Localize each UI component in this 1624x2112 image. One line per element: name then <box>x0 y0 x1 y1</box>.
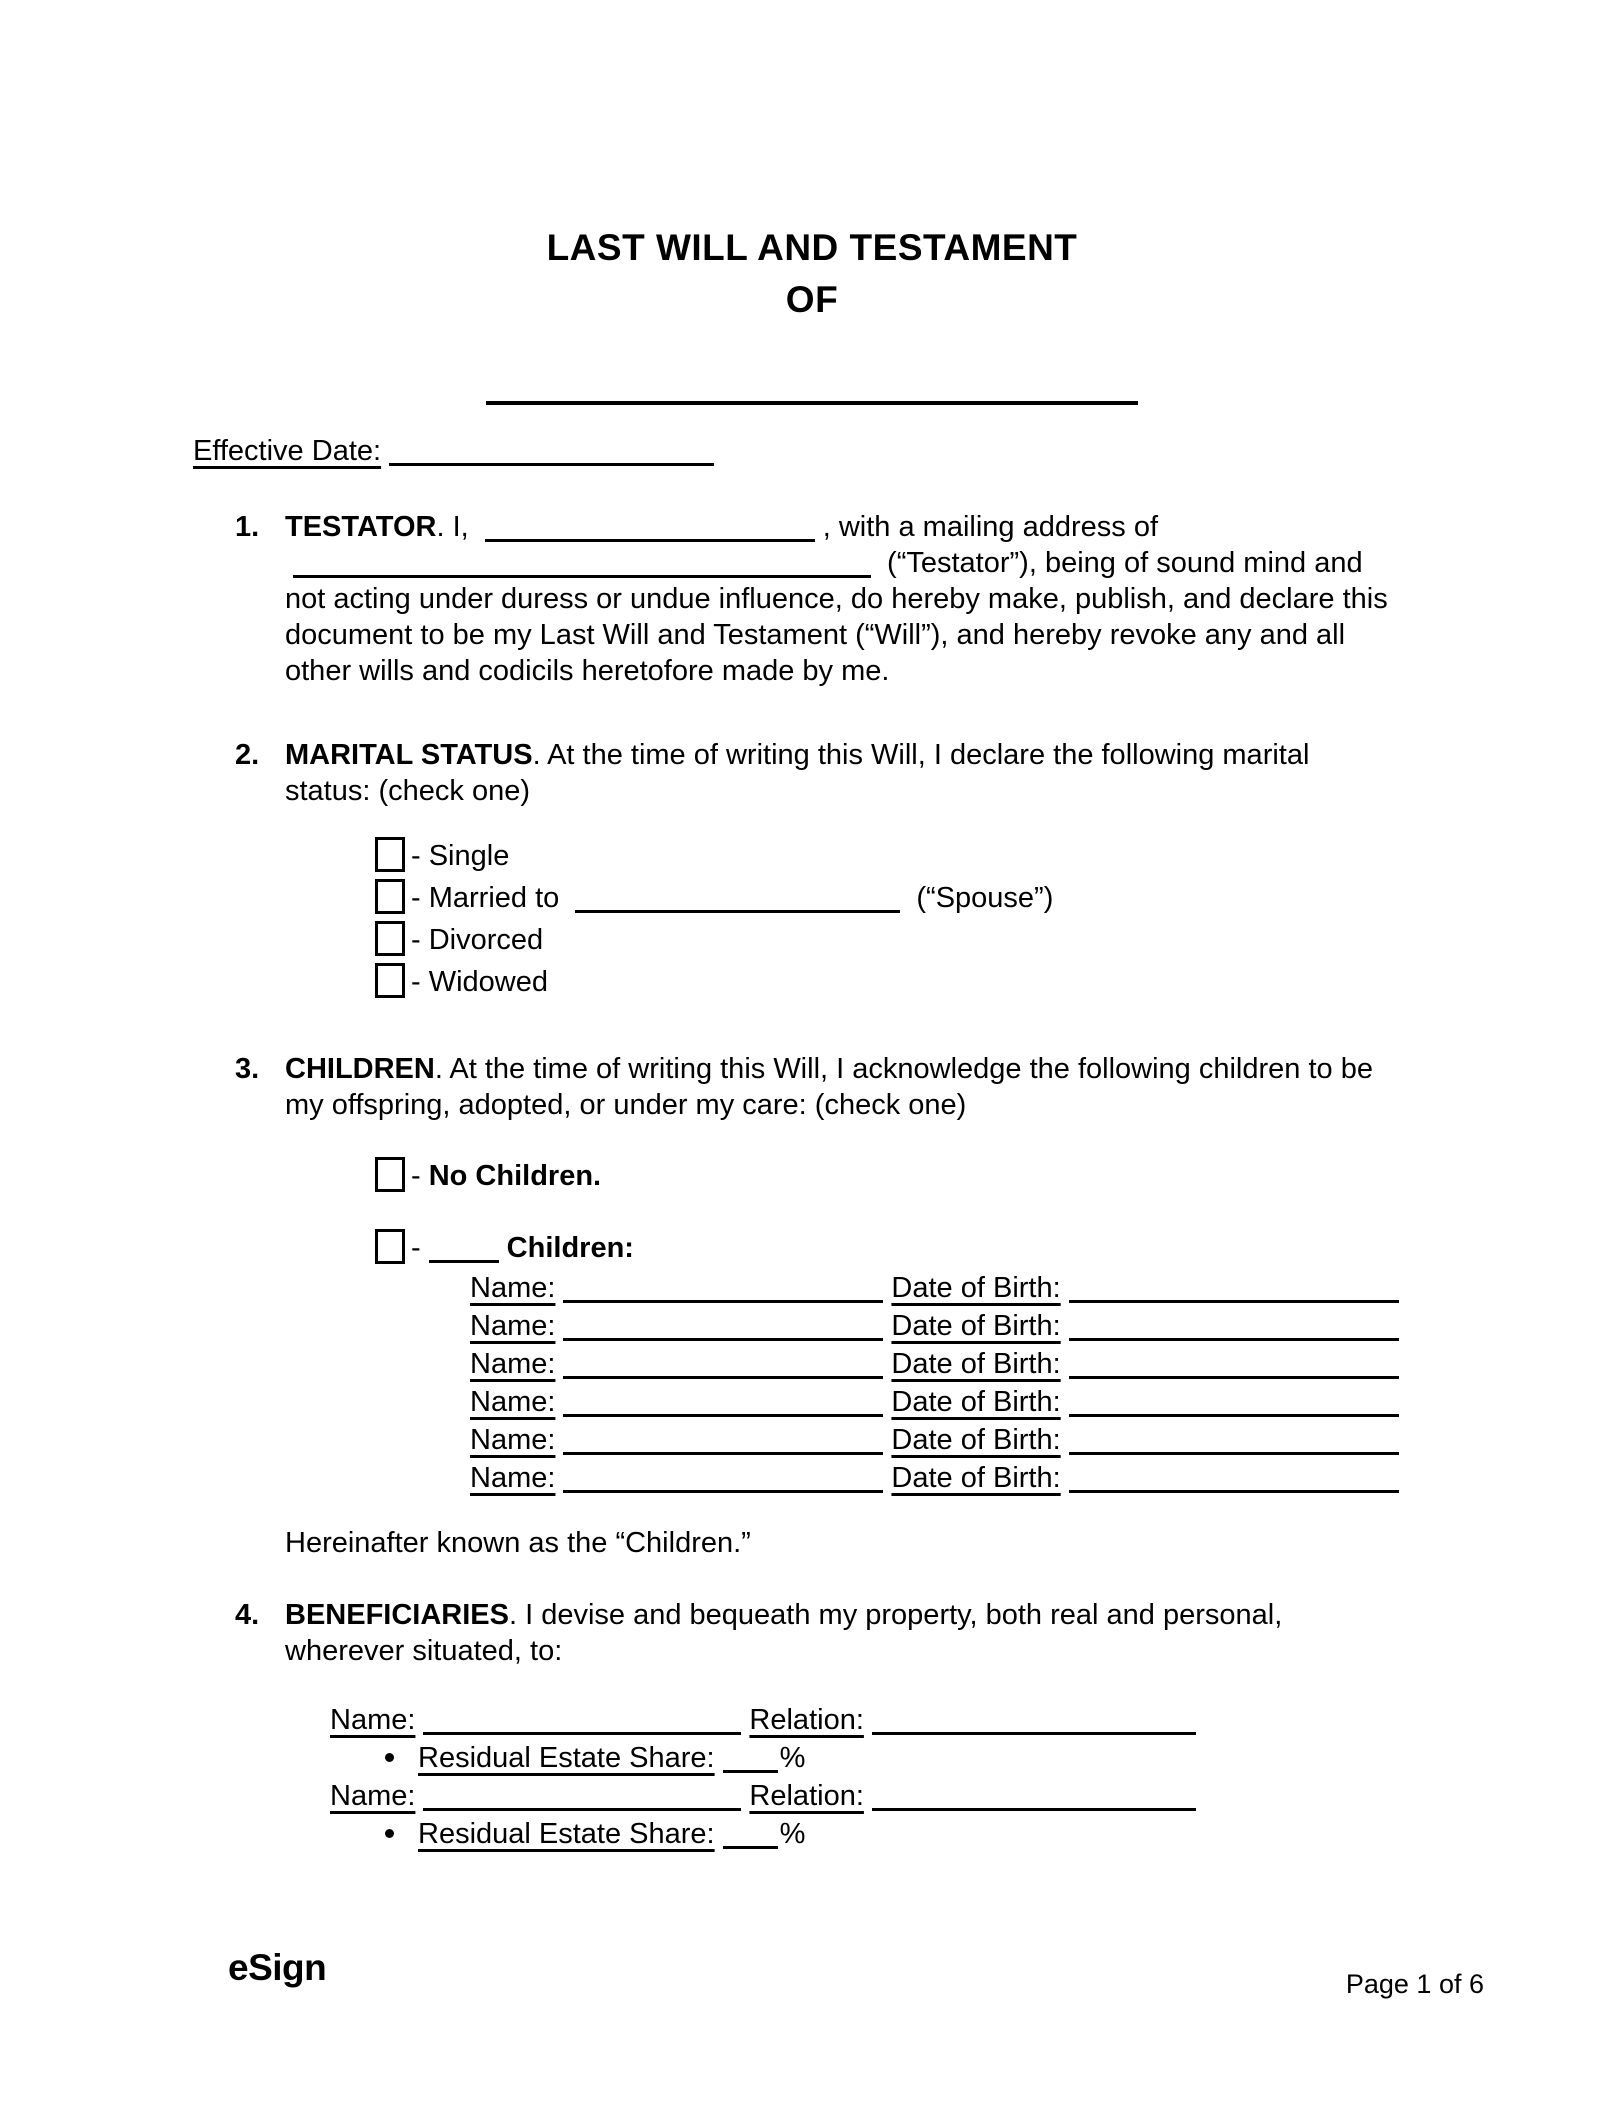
mailing-address-blank[interactable] <box>293 555 871 578</box>
title-line-2: OF <box>785 279 839 320</box>
marital-option-single-label: - Single <box>411 840 510 872</box>
section-children-heading: CHILDREN <box>285 1053 435 1085</box>
residual-share-row <box>385 1739 1624 1777</box>
child-dob-label: Date of Birth: <box>891 1348 1061 1380</box>
beneficiary-row <box>330 1701 1624 1739</box>
section-marital-body <box>285 737 1394 809</box>
beneficiary-relation-label: Relation: <box>749 1780 864 1812</box>
child-row <box>470 1269 1624 1307</box>
title-line-1: LAST WILL AND TESTAMENT <box>546 227 1078 268</box>
hereinafter-note: Hereinafter known as the “Children.” <box>285 1527 751 1559</box>
beneficiary-name-label: Name: <box>330 1780 416 1812</box>
marital-text: . At the time of writing this Will, I declare the following marital status: (check one) <box>285 739 1310 807</box>
document-title <box>0 0 1624 326</box>
child-dob-blank[interactable] <box>1069 1318 1399 1341</box>
section-children-number: 3. <box>235 1053 260 1085</box>
child-row <box>470 1345 1624 1383</box>
child-dob-label: Date of Birth: <box>891 1272 1061 1304</box>
section-beneficiaries-body <box>285 1597 1394 1669</box>
beneficiary-relation-label: Relation: <box>749 1704 864 1736</box>
child-dob-blank[interactable] <box>1069 1280 1399 1303</box>
section-beneficiaries <box>235 1597 1394 1669</box>
residual-share-blank[interactable] <box>723 1750 778 1773</box>
child-dob-label: Date of Birth: <box>891 1462 1061 1494</box>
checkbox-single[interactable] <box>375 837 405 872</box>
child-name-blank[interactable] <box>563 1470 883 1493</box>
child-dob-label: Date of Birth: <box>891 1310 1061 1342</box>
children-count-blank[interactable] <box>429 1240 499 1263</box>
section-marital-status <box>235 737 1394 809</box>
section-marital-number: 2. <box>235 739 260 771</box>
child-dob-blank[interactable] <box>1069 1356 1399 1379</box>
beneficiary-relation-blank[interactable] <box>872 1712 1196 1735</box>
marital-option-divorced-label: - Divorced <box>411 924 544 956</box>
marital-option-married-suffix: (“Spouse”) <box>908 882 1054 914</box>
child-name-blank[interactable] <box>563 1280 883 1303</box>
child-name-label: Name: <box>470 1462 556 1494</box>
testator-text-2: , with a mailing address of <box>822 511 1159 543</box>
has-children-option <box>375 1227 1624 1269</box>
section-marital-heading: MARITAL STATUS <box>285 739 533 771</box>
has-children-dash: - <box>411 1232 421 1264</box>
child-name-label: Name: <box>470 1348 556 1380</box>
checkbox-no-children[interactable] <box>375 1157 405 1192</box>
no-children-option <box>375 1155 1624 1197</box>
testator-text-3: (“Testator”), being of sound mind and not acting under duress or undue influence, do hereby make, publish, and declare this document to be my Last Will and Testament (“Will”), and hereby revoke any and all other wills and codicils heretofore made by me. <box>285 547 1388 687</box>
beneficiaries-list <box>330 1701 1624 1853</box>
child-dob-label: Date of Birth: <box>891 1386 1061 1418</box>
testator-name-title-blank[interactable] <box>486 401 1138 405</box>
child-row <box>470 1383 1624 1421</box>
section-beneficiaries-heading: BENEFICIARIES <box>285 1599 509 1631</box>
residual-share-label: Residual Estate Share: <box>418 1742 715 1774</box>
child-dob-blank[interactable] <box>1069 1470 1399 1493</box>
marital-option-divorced <box>375 919 1624 961</box>
marital-option-widowed-label: - Widowed <box>411 966 548 998</box>
child-name-label: Name: <box>470 1272 556 1304</box>
beneficiary-row <box>330 1777 1624 1815</box>
checkbox-has-children[interactable] <box>375 1229 405 1264</box>
no-children-label: No Children. <box>428 1160 602 1192</box>
page-indicator: Page 1 of 6 <box>1345 1969 1484 1999</box>
children-text: . At the time of writing this Will, I acknowledge the following children to be my offspring, adopted, or under my care: (check one) <box>285 1053 1373 1121</box>
section-testator <box>235 509 1394 689</box>
residual-share-row <box>385 1815 1624 1853</box>
checkbox-widowed[interactable] <box>375 963 405 998</box>
beneficiaries-text: . I devise and bequeath my property, both real and personal, wherever situated, to: <box>285 1599 1283 1667</box>
percent-sign: % <box>779 1742 806 1774</box>
has-children-label: Children: <box>506 1232 634 1264</box>
marital-option-married <box>375 877 1624 919</box>
child-name-blank[interactable] <box>563 1432 883 1455</box>
esign-logo: eSign <box>228 1947 327 1988</box>
effective-date-label: Effective Date: <box>193 435 382 467</box>
child-name-blank[interactable] <box>563 1318 883 1341</box>
child-name-blank[interactable] <box>563 1394 883 1417</box>
child-dob-blank[interactable] <box>1069 1394 1399 1417</box>
child-row <box>470 1421 1624 1459</box>
child-name-label: Name: <box>470 1424 556 1456</box>
beneficiary-relation-blank[interactable] <box>872 1788 1196 1811</box>
checkbox-married[interactable] <box>375 879 405 914</box>
spouse-name-blank[interactable] <box>575 890 900 913</box>
section-children <box>235 1051 1394 1123</box>
no-children-dash: - <box>411 1160 429 1192</box>
bullet-icon <box>385 1829 394 1838</box>
marital-options <box>375 835 1624 1003</box>
marital-option-single <box>375 835 1624 877</box>
residual-share-blank[interactable] <box>723 1826 778 1849</box>
beneficiary-name-blank[interactable] <box>423 1788 741 1811</box>
child-name-label: Name: <box>470 1386 556 1418</box>
child-dob-label: Date of Birth: <box>891 1424 1061 1456</box>
checkbox-divorced[interactable] <box>375 921 405 956</box>
testator-text-1: . I, <box>436 511 477 543</box>
section-testator-number: 1. <box>235 511 260 543</box>
child-dob-blank[interactable] <box>1069 1432 1399 1455</box>
section-children-body <box>285 1051 1394 1123</box>
effective-date-blank[interactable] <box>389 443 714 466</box>
child-name-label: Name: <box>470 1310 556 1342</box>
child-row <box>470 1459 1624 1497</box>
marital-option-widowed <box>375 961 1624 1003</box>
marital-option-married-label: - Married to <box>411 882 568 914</box>
beneficiary-name-label: Name: <box>330 1704 416 1736</box>
child-row <box>470 1307 1624 1345</box>
section-testator-body <box>285 509 1394 689</box>
child-name-blank[interactable] <box>563 1356 883 1379</box>
effective-date-row <box>193 433 1624 469</box>
residual-share-label: Residual Estate Share: <box>418 1818 715 1850</box>
percent-sign: % <box>779 1818 806 1850</box>
section-beneficiaries-number: 4. <box>235 1599 260 1631</box>
testator-name-blank[interactable] <box>485 519 815 542</box>
beneficiary-name-blank[interactable] <box>423 1712 741 1735</box>
bullet-icon <box>385 1753 394 1762</box>
children-list <box>470 1269 1624 1497</box>
section-testator-heading: TESTATOR <box>285 511 437 543</box>
